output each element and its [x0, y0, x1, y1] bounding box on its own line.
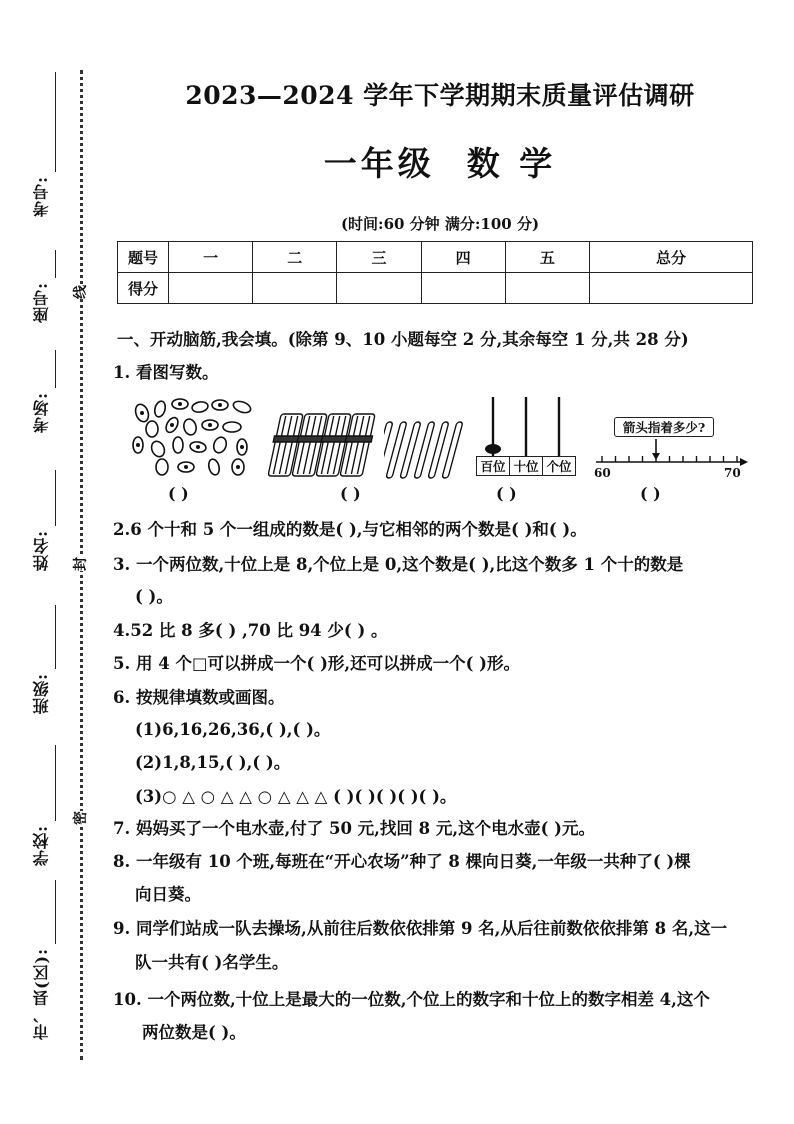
class-field — [26, 605, 62, 735]
question-7: 7. 妈妈买了一个电水壶,付了 50 元,找回 8 元,这个电水壶( )元。 — [113, 819, 595, 838]
question-6-1: (1)6,16,26,36,( ),( )。 — [135, 720, 331, 739]
score-cell[interactable] — [589, 273, 752, 304]
score-table-header-cell: 三 — [337, 242, 421, 273]
q1-answer-blank-2[interactable]: ( ) — [340, 484, 361, 503]
school-line[interactable] — [55, 745, 56, 821]
school-label: 学校: — [32, 825, 51, 866]
abacus-image — [472, 395, 582, 457]
class-label: 班级: — [32, 673, 51, 714]
score-table-header-cell: 总分 — [589, 242, 752, 273]
name-line[interactable] — [55, 470, 56, 526]
score-cell[interactable] — [169, 273, 253, 304]
number-line-tick-60: 60 — [594, 466, 611, 480]
seat-number-field — [26, 250, 62, 330]
question-1: 1. 看图写数。 — [113, 363, 219, 382]
question-8-continued: 向日葵。 — [135, 885, 201, 904]
q1-answer-blank-4[interactable]: ( ) — [640, 484, 661, 503]
score-cell[interactable] — [505, 273, 589, 304]
abacus-hundreds-label: 百位 — [476, 456, 510, 476]
exam-number-field — [26, 72, 62, 222]
question-5: 5. 用 4 个□可以拼成一个( )形,还可以拼成一个( )形。 — [113, 654, 520, 673]
stick-bundles-image — [268, 410, 380, 482]
score-cell[interactable] — [421, 273, 505, 304]
exam-number-label: 考号: — [32, 176, 51, 217]
scattered-objects-image — [128, 395, 258, 477]
question-3: 3. 一个两位数,十位上是 8,个位上是 0,这个数是( ),比这个数多 1 个十的数是 — [113, 555, 684, 574]
grade-label: 一年级 — [323, 144, 435, 183]
score-row-label: 得分 — [118, 273, 169, 304]
seat-number-line[interactable] — [55, 250, 56, 278]
abacus-ones-label: 个位 — [542, 456, 576, 476]
score-cell[interactable] — [253, 273, 337, 304]
district-field — [26, 880, 62, 1060]
subject-label: 数 学 — [466, 144, 557, 183]
exam-subtitle — [120, 138, 760, 185]
exam-title: 2023—2024 学年下学期期末质量评估调研 — [185, 81, 695, 110]
class-line[interactable] — [55, 605, 56, 669]
q1-answer-blank-3[interactable]: ( ) — [496, 484, 517, 503]
score-table-header-cell: 五 — [505, 242, 589, 273]
number-line-tick-70: 70 — [724, 466, 741, 480]
exam-room-field — [26, 350, 62, 460]
exam-number-line[interactable] — [55, 72, 56, 172]
seal-word-secret: 密 — [68, 811, 92, 825]
abacus-tens-label: 十位 — [509, 456, 543, 476]
score-table-header-cell: 二 — [253, 242, 337, 273]
school-field — [26, 745, 62, 865]
district-line[interactable] — [55, 880, 56, 944]
question-10: 10. 一个两位数,十位上是最大的一位数,个位上的数字和十位上的数字相差 4,这个 — [113, 990, 710, 1009]
binding-margin — [0, 0, 100, 1124]
question-10-continued: 两位数是( )。 — [142, 1023, 246, 1042]
score-cell[interactable] — [337, 273, 421, 304]
question-3-continued: ( )。 — [135, 587, 173, 606]
loose-sticks-image — [384, 418, 464, 482]
question-2: 2.6 个十和 5 个一组成的数是( ),与它相邻的两个数是( )和( )。 — [113, 520, 587, 539]
name-label: 姓名: — [32, 530, 51, 571]
seat-number-label: 座号: — [32, 282, 51, 323]
time-score-note: (时间:60 分钟 满分:100 分) — [340, 215, 540, 233]
score-table — [117, 241, 753, 304]
question-8: 8. 一年级有 10 个班,每班在“开心农场”种了 8 棵向日葵,一年级一共种了( )棵 — [113, 852, 691, 871]
q1-answer-blank-1[interactable]: ( ) — [168, 484, 189, 503]
question-4: 4.52 比 8 多( ) ,70 比 94 少( ) 。 — [113, 621, 388, 640]
score-table-header-cell: 一 — [169, 242, 253, 273]
question-6: 6. 按规律填数或画图。 — [113, 688, 285, 707]
seal-word-seal: 封 — [68, 557, 92, 571]
question-9: 9. 同学们站成一队去操场,从前往后数依依排第 9 名,从后往前数依依排第 8 名,这一 — [113, 919, 728, 938]
score-table-header-row — [118, 242, 753, 273]
question-6-2: (2)1,8,15,( ),( )。 — [135, 753, 291, 772]
score-table-header-cell: 四 — [421, 242, 505, 273]
arrow-question-box: 箭头指着多少? — [614, 417, 714, 437]
score-table-score-row — [118, 273, 753, 304]
seal-word-line: 线 — [68, 285, 92, 299]
exam-room-label: 考场: — [32, 392, 51, 433]
number-line-image — [588, 437, 748, 467]
question-9-continued: 队一共有( )名学生。 — [135, 953, 289, 972]
score-table-header-cell: 题号 — [118, 242, 169, 273]
exam-room-line[interactable] — [55, 350, 56, 388]
question-6-3: (3)○ △ ○ △ △ ○ △ △ △ ( )( )( )( )( )。 — [135, 787, 457, 806]
district-label: 市、县(区): — [32, 948, 51, 1041]
name-field — [26, 470, 62, 600]
section-heading: 一、开动脑筋,我会填。(除第 9、10 小题每空 2 分,其余每空 1 分,共 28 分) — [117, 330, 689, 349]
